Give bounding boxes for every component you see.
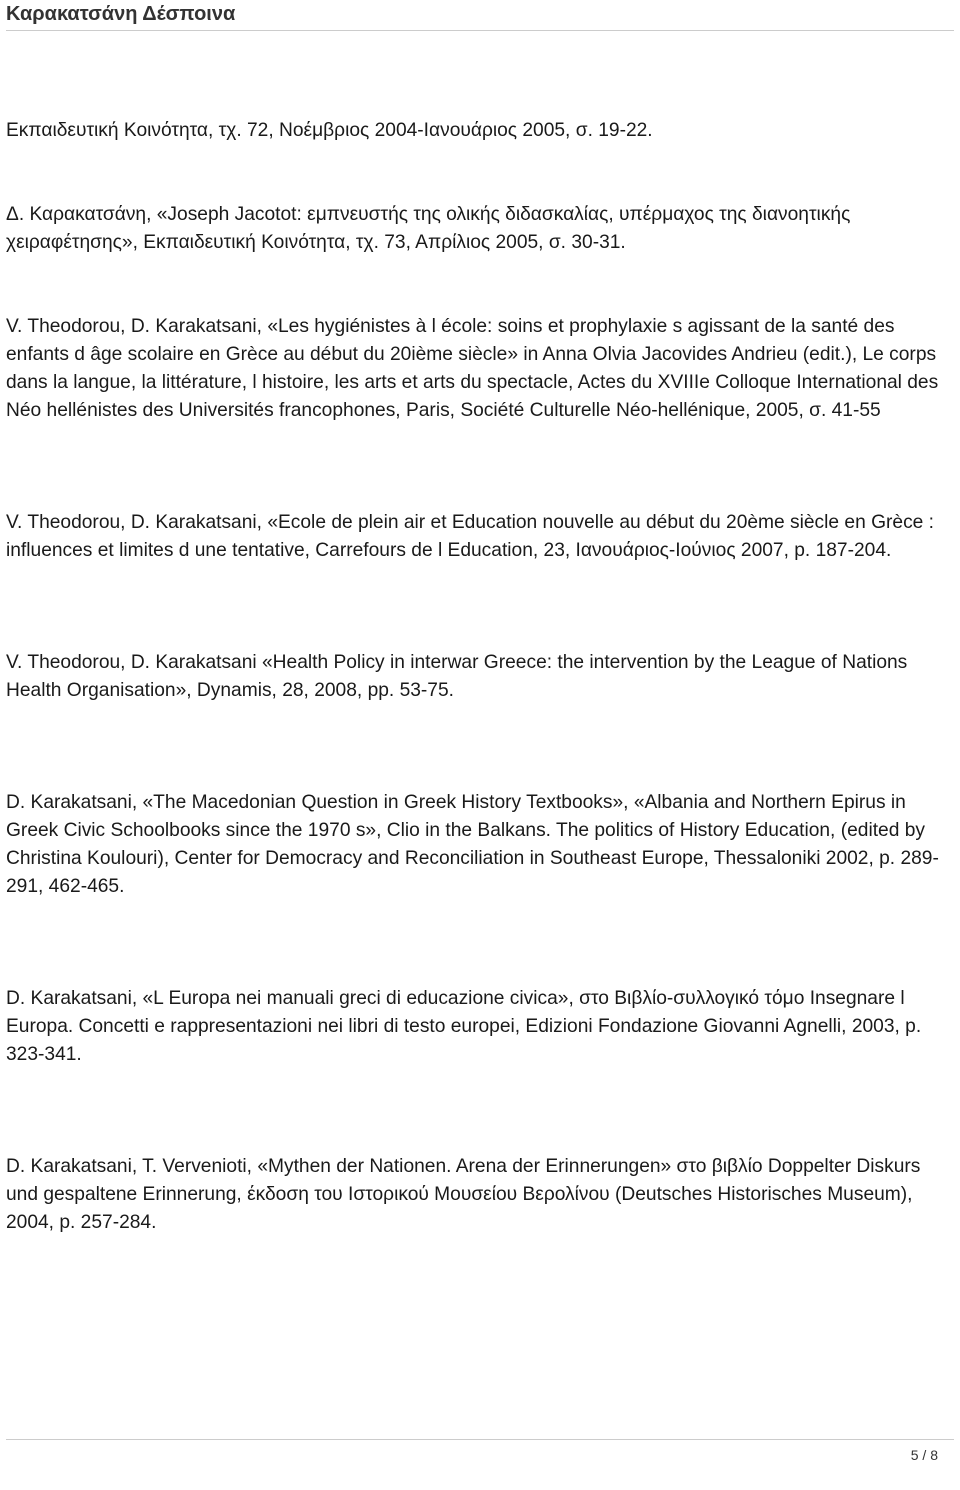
entry-spacer <box>6 145 954 201</box>
bibliography-entry-8: D. Karakatsani, T. Vervenioti, «Mythen der Nationen. Arena der Erinnerungen» στο βιβλίο Doppelter Diskurs und gespaltene Erinnerung, έκδοση του Ιστορικού Μουσείου Βερολίνου (Deutsches Historisches Museum), 2004, p. 257-284. <box>6 1156 921 1233</box>
bibliography-entry-4: V. Theodorou, D. Karakatsani, «Ecole de plein air et Education nouvelle au début du 20ème siècle en Grèce : influences et limites d une tentative, Carrefours de l Education, 23, Ιανουάριος-Ιούνιος 2007, p. 187-204. <box>6 512 934 561</box>
bibliography-entry-3: V. Theodorou, D. Karakatsani, «Les hygiénistes à l école: soins et prophylaxie s agissant de la santé des enfants d âge scolaire en Grèce au début du 20ième siècle» in Anna Olvia Jacovides Andrieu (edit.), Le corps dans la langue, la littérature, l histoire, les arts et arts du spectacle, Actes du XVIIIe Colloque International des Néo hellénistes des Universités francophones, Paris, Société Culturelle Néo-hellénique, 2005, σ. 41-55 <box>6 316 939 421</box>
bibliography-entry-7: D. Karakatsani, «L Europa nei manuali greci di educazione civica», στο Βιβλίο-συλλογικό τόμο Insegnare l Europa. Concetti e rappresentazioni nei libri di testo europei, Edizioni Fondazione Giovanni Agnelli, 2003, p. 323-341. <box>6 988 922 1065</box>
bibliography-list <box>6 117 954 1237</box>
footer-divider <box>6 1439 954 1440</box>
header-divider <box>6 30 954 31</box>
entry-spacer <box>6 257 954 313</box>
bibliography-entry-2: Δ. Καρακατσάνη, «Joseph Jacotot: εμπνευστής της ολικής διδασκαλίας, υπέρμαχος της διανοητικής χειραφέτησης», Εκπαιδευτική Κοινότητα, τχ. 73, Απρίλιος 2005, σ. 30-31. <box>6 204 851 253</box>
header-title: Καρακατσάνη Δέσποινα <box>6 3 236 25</box>
page-header <box>0 0 960 31</box>
bibliography-entry-5: V. Theodorou, D. Karakatsani «Health Policy in interwar Greece: the intervention by the League of Nations Health Organisation», Dynamis, 28, 2008, pp. 53-75. <box>6 652 908 701</box>
entry-spacer <box>6 1069 954 1153</box>
entry-spacer <box>6 425 954 509</box>
bibliography-entry-1: Εκπαιδευτική Κοινότητα, τχ. 72, Νοέμβριος 2004-Ιανουάριος 2005, σ. 19-22. <box>6 120 653 141</box>
entry-spacer <box>6 705 954 789</box>
bibliography-entry-6: D. Karakatsani, «The Macedonian Question in Greek History Textbooks», «Albania and Northern Epirus in Greek Civic Schoolbooks since the 1970 s», Clio in the Balkans. The politics of History Education, (edited by Christina Koulouri), Center for Democracy and Reconciliation in Southeast Europe, Thessaloniki 2002, p. 289-291, 462-465. <box>6 792 939 897</box>
entry-spacer <box>6 901 954 985</box>
entry-spacer <box>6 565 954 649</box>
page-number: 5 / 8 <box>910 1447 938 1463</box>
